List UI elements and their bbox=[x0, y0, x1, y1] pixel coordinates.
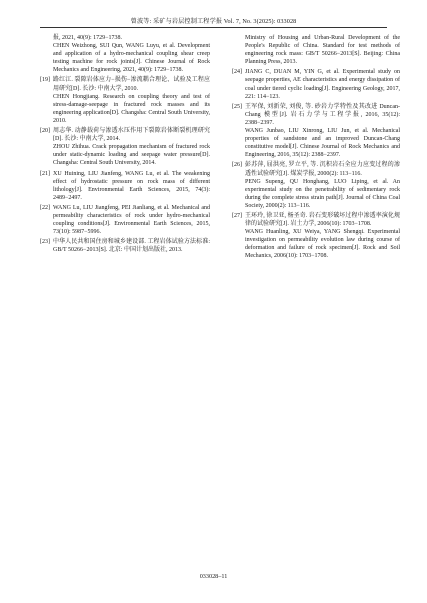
reference-text: Ministry of Housing and Urban-Rural Development of the People's Republic of China. Standard for test methods of engineering rock mass: GB/T 50266−2013[S]. Beijing: China Planning Press, 2013. bbox=[245, 35, 400, 66]
reference-entry bbox=[232, 103, 400, 160]
reference-number: [24] bbox=[232, 69, 242, 76]
reference-number: [25] bbox=[232, 103, 242, 110]
reference-entry bbox=[232, 161, 400, 210]
running-header: 曾波等: 采矿与岩层控制工程学报 Vol. 7, No. 3(2025): 033028 bbox=[130, 18, 297, 25]
reference-text: 报, 2021, 40(9): 1729−1738. CHEN Weizhong, SUI Qun, WANG Luyu, et al. Development and application of a hydro-mechanical coupling shear creep testing machine for rock joints[J]. Chinese Journal of Rock Mechanics and Engineering, 2021, 40(9): 1729−1738. bbox=[53, 35, 210, 74]
reference-text: JIANG C, DUAN M, YIN G, et al. Experimental study on seepage properties, AE characteristics and energy dissipation of coal under tiered cyclic loading[J]. Engineering Geology, 2017, 221: 114−123. bbox=[245, 69, 400, 100]
header-divider bbox=[40, 27, 387, 28]
reference-text: 路红江. 裂隙岩体应力−损伤−渗流耦合理论、试验及工程应用研究[D]. 长沙: 中南大学, 2010. CHEN Hongjiang. Research on coupling theory and test of stress-damage-seepage in fractured rock masses and its engineering application[D]. Changsha: Central South University, 2010. bbox=[53, 77, 210, 124]
reference-text: 王军保, 刘新荣, 刘俊, 等. 砂岩力学特性及其改进 Duncan-Chang 模型[J]. 岩石力学与工程学报, 2016, 35(12): 2388−2397. WANG Junbao, LIU Xinrong, LIU Jun, et al. Mechanical properties of sandstone and an improved Duncan-Chang constitutive model[J]. Chinese Journal of Rock Mechanics and Engineering, 2016, 35(12): 2388−2397. bbox=[245, 103, 400, 159]
reference-text: XU Huining, LIU Jianfeng, WANG Lu, et al. The weakening effect of hydrostatic pressure on rock mass of different lithology[J]. Environmental Earth Sciences, 2015, 74(3): 2489−2497. bbox=[53, 170, 210, 201]
reference-text: 彭苏萍, 屈洪亮, 罗立平, 等. 沉积岩石全应力应变过程的渗透性试验研究[J]. 煤炭学报, 2000(2): 113−116. PENG Supeng, QU Honghang, LUO Liping, et al. An experimental study on the penetrability of sedimentary rock during the complete stress strain path[J]. Journal of China Coal Society, 2000(2): 113−116. bbox=[245, 162, 400, 209]
reference-number: [26] bbox=[232, 162, 242, 169]
page-number: 033028–11 bbox=[199, 573, 228, 580]
reference-text: WANG Lu, LIU Jiangfeng, PEI Jianliang, et al. Mechanical and permeability characteristics of rock under hydro-mechanical coupling conditions[J]. Environmental Earth Sciences, 2015, 73(10): 5987−5996. bbox=[53, 204, 210, 236]
reference-number: [20] bbox=[40, 128, 50, 135]
reference-entry bbox=[40, 127, 210, 167]
reference-entry bbox=[40, 204, 210, 236]
left-column bbox=[40, 34, 210, 254]
reference-text: 王环玲, 徐卫亚, 杨圣奇. 岩石变形破坏过程中渗透率演化规律的试验研究[J]. 岩土力学, 2006(10): 1703−1708. WANG Huanling, XU Weiya, YANG Shengqi. Experimental investigation on permeability evolution law during course of deformation and failure of rock specimen[J]. Rock and Soil Mechanics, 2006(10): 1703−1708. bbox=[245, 212, 400, 260]
reference-number: [22] bbox=[40, 204, 50, 211]
reference-entry bbox=[40, 238, 210, 254]
reference-entry bbox=[40, 34, 210, 74]
reference-entry bbox=[40, 170, 210, 202]
reference-number: [19] bbox=[40, 77, 50, 84]
reference-number: [27] bbox=[232, 212, 242, 219]
reference-entry bbox=[232, 34, 400, 66]
reference-number: [21] bbox=[40, 170, 50, 177]
reference-entry bbox=[232, 212, 400, 261]
reference-text: 中华人民共和国住房和城乡建设部. 工程岩体试验方法标准: GB/T 50266−2013[S]. 北京: 中国计划出版社, 2013. bbox=[53, 239, 210, 254]
right-column bbox=[232, 34, 400, 261]
reference-entry bbox=[40, 76, 210, 125]
reference-entry bbox=[232, 68, 400, 100]
reference-text: 周志华. 动静载荷与渗透水压作用下裂隙岩体断裂机理研究[D]. 长沙: 中南大学, 2014. ZHOU Zhihua. Crack propagation mechanism of fractured rock under static-dynamic loading and seepage water pressure[D]. Changsha: Central South University, 2014. bbox=[53, 128, 210, 167]
reference-number: [23] bbox=[40, 239, 50, 246]
